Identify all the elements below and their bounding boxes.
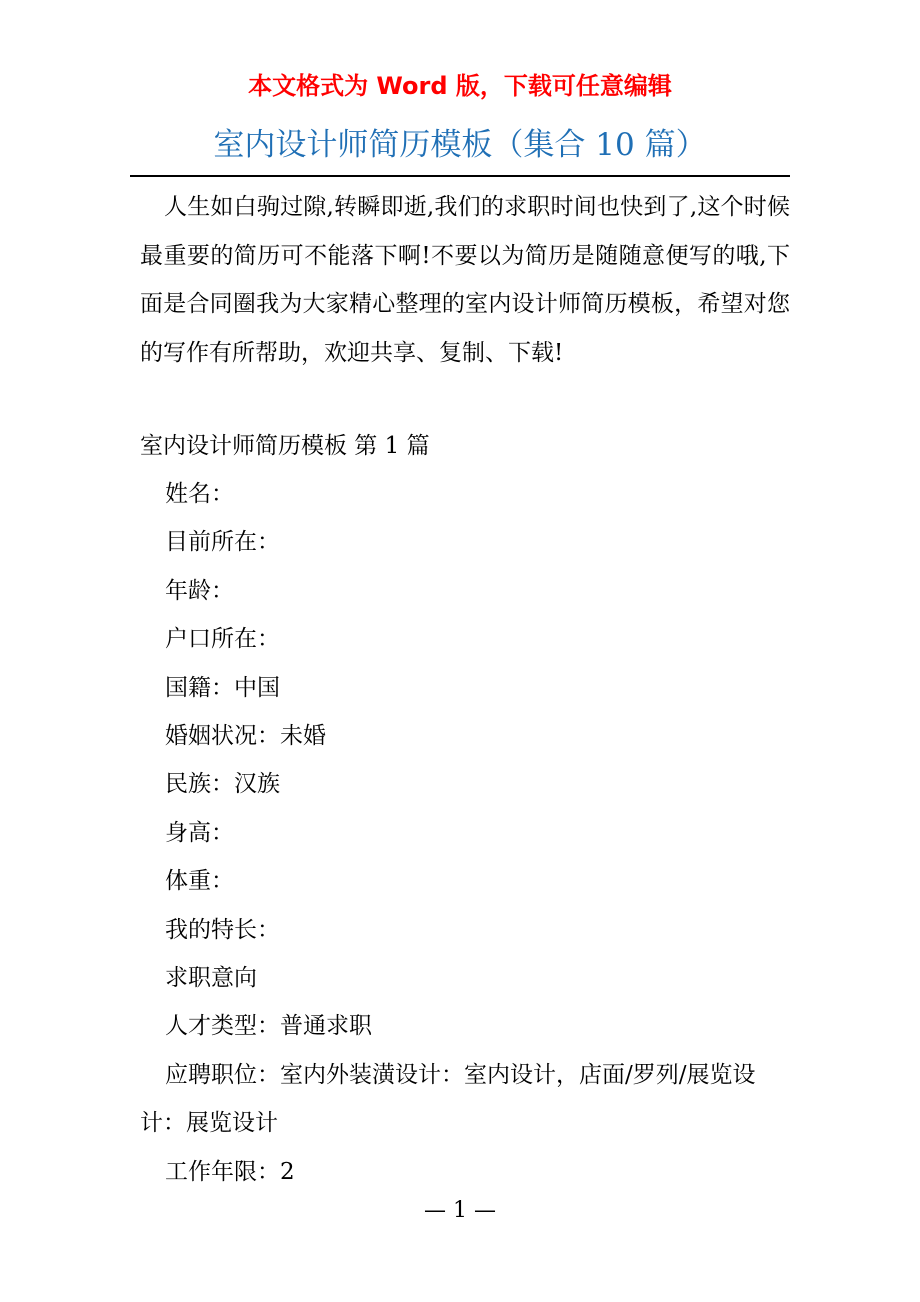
field-height: 身高： [165,819,234,846]
format-notice: 本文格式为 Word 版，下载可任意编辑 [248,72,672,100]
title-divider [130,175,790,177]
field-weight: 体重： [165,868,234,895]
field-hukou-location: 户口所在： [165,626,280,653]
resume-field-list [140,470,790,1196]
field-nationality: 国籍：中国 [165,674,280,701]
document-title: 室内设计师简历模板（集合 10 篇） [213,127,707,163]
field-job-intention-heading: 求职意向 [165,965,257,992]
field-marital-status: 婚姻状况：未婚 [165,723,326,750]
field-name: 姓名： [165,481,234,507]
intro-paragraph: 人生如白驹过隙,转瞬即逝,我们的求职时间也快到了,这个时候最重要的简历可不能落下啊!不要以为简历是随随意便写的哦,下面是合同圈我为大家精心整理的室内设计师简历模板，希望对您的写作有所帮助，欢迎共享、复制、下载! [140,194,790,366]
field-work-years: 工作年限：2 [165,1158,295,1185]
page-number: — 1 — [424,1198,496,1223]
field-specialties: 我的特长： [165,916,280,943]
field-ethnicity: 民族：汉族 [165,771,280,798]
field-talent-type: 人才类型：普通求职 [165,1013,372,1040]
field-applied-position: 应聘职位：室内外装潢设计：室内设计，店面/罗列/展览设计：展览设计 [140,1061,756,1137]
field-age: 年龄： [165,577,234,604]
field-current-location: 目前所在： [165,529,280,556]
section-title: 室内设计师简历模板 第 1 篇 [140,433,430,459]
